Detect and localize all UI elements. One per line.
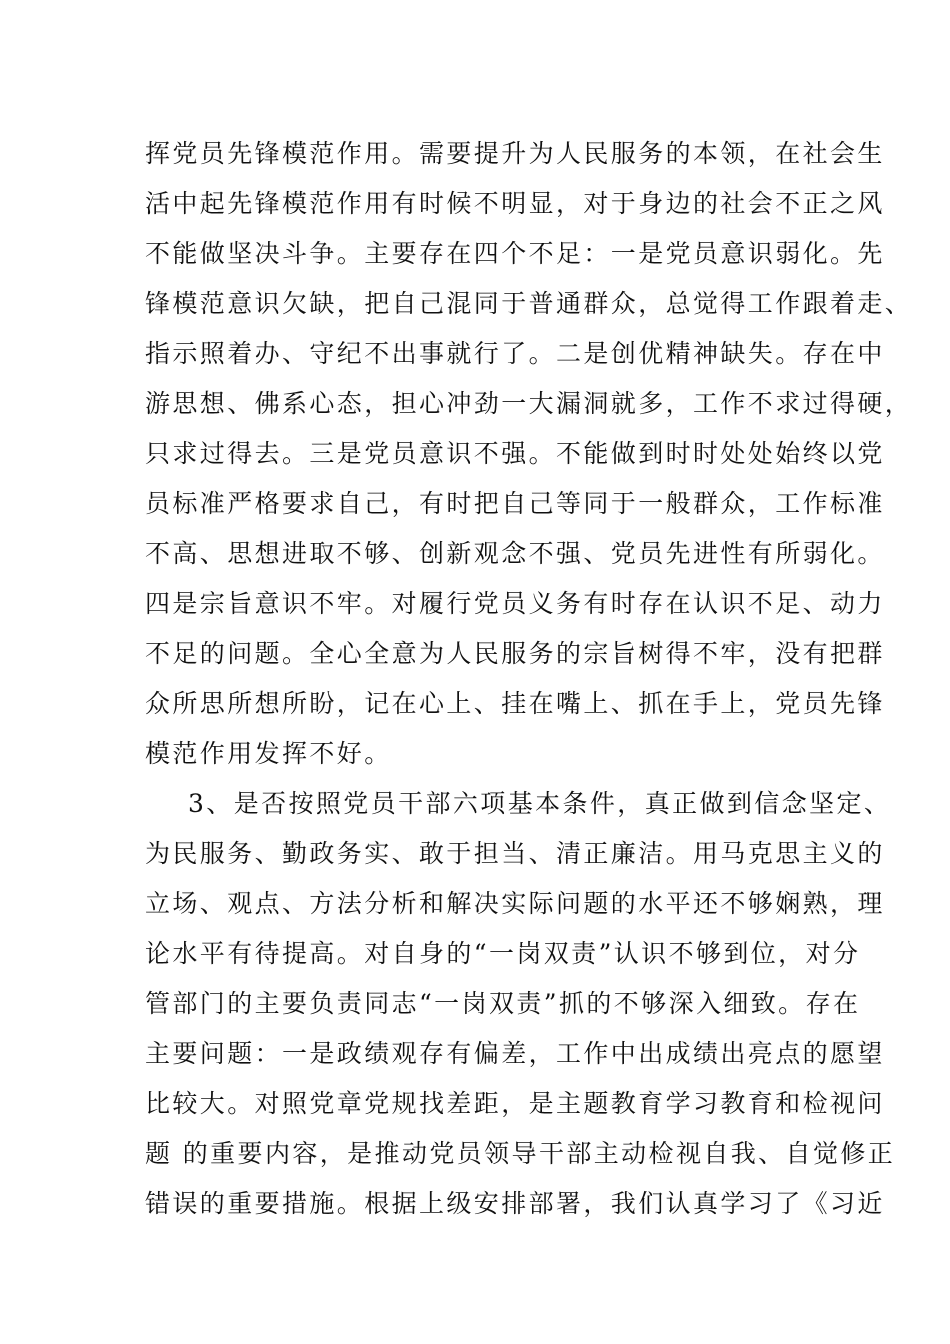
text-line: 员标准严格要求自己，有时把自己等同于一般群众，工作标准 bbox=[145, 489, 885, 518]
text-line: 指示照着办、守纪不出事就行了。二是创优精神缺失。存在中 bbox=[145, 339, 885, 368]
text-line: 不能做坚决斗争。主要存在四个不足：一是党员意识弱化。先 bbox=[145, 239, 885, 268]
text-line: 错误的重要措施。根据上级安排部署，我们认真学习了《习近 bbox=[145, 1189, 885, 1218]
text-line: 众所思所想所盼，记在心上、挂在嘴上、抓在手上，党员先锋 bbox=[145, 689, 885, 718]
text-line: 为民服务、勤政务实、敢于担当、清正廉洁。用马克思主义的 bbox=[145, 839, 885, 868]
text-line: 主要问题：一是政绩观存有偏差，工作中出成绩出亮点的愿望 bbox=[145, 1039, 885, 1068]
text-line: 不高、思想进取不够、创新观念不强、党员先进性有所弱化。 bbox=[145, 539, 885, 568]
text-line: 论水平有待提高。对自身的“一岗双责”认识不够到位，对分 bbox=[145, 939, 861, 968]
text-line: 只求过得去。三是党员意识不强。不能做到时时处处始终以党 bbox=[145, 439, 885, 468]
text-line: 模范作用发挥不好。 bbox=[145, 739, 392, 768]
text-line: 挥党员先锋模范作用。需要提升为人民服务的本领，在社会生 bbox=[145, 139, 885, 168]
text-line: 3、是否按照党员干部六项基本条件，真正做到信念坚定、 bbox=[188, 789, 892, 818]
text-line: 不足的问题。全心全意为人民服务的宗旨树得不牢，没有把群 bbox=[145, 639, 885, 668]
text-line: 游思想、佛系心态，担心冲劲一大漏洞就多，工作不求过得硬， bbox=[145, 389, 913, 418]
text-line: 活中起先锋模范作用有时候不明显，对于身边的社会不正之风 bbox=[145, 189, 885, 218]
text-line: 题 的重要内容，是推动党员领导干部主动检视自我、自觉修正 bbox=[145, 1139, 896, 1168]
text-line: 管部门的主要负责同志“一岗双责”抓的不够深入细致。存在 bbox=[145, 989, 861, 1018]
text-line: 比较大。对照党章党规找差距，是主题教育学习教育和检视问 bbox=[145, 1089, 885, 1118]
text-line: 锋模范意识欠缺，把自己混同于普通群众，总觉得工作跟着走、 bbox=[145, 289, 913, 318]
text-line: 立场、观点、方法分析和解决实际问题的水平还不够娴熟，理 bbox=[145, 889, 885, 918]
text-line: 四是宗旨意识不牢。对履行党员义务有时存在认识不足、动力 bbox=[145, 589, 885, 618]
